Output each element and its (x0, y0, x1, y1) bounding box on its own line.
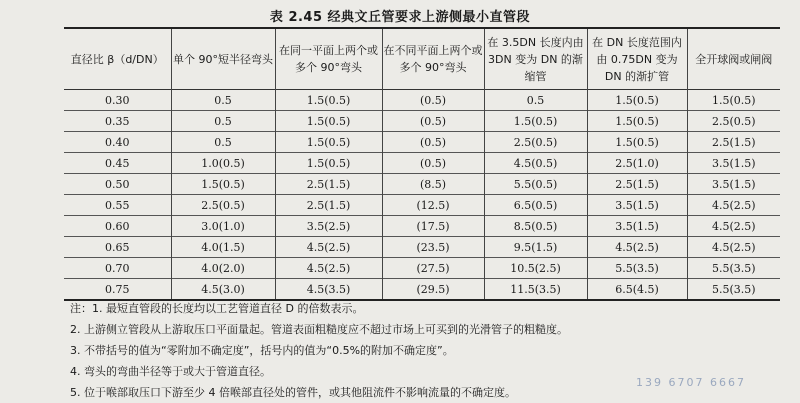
table-cell: 5.5(0.5) (484, 174, 587, 195)
table-cell: 11.5(3.5) (484, 279, 587, 301)
table-cell: 1.5(0.5) (275, 111, 382, 132)
table-cell: 3.5(1.5) (687, 174, 780, 195)
straight-pipe-table (64, 27, 780, 301)
table-body (64, 90, 780, 301)
table-cell: 4.5(0.5) (484, 153, 587, 174)
table-cell: 5.5(3.5) (587, 258, 687, 279)
table-row (64, 195, 780, 216)
table-cell: 0.5 (171, 132, 275, 153)
table-header-row (64, 28, 780, 90)
table-row (64, 132, 780, 153)
table-cell: (29.5) (382, 279, 484, 301)
header-single-elbow: 单个 90°短半径弯头 (171, 28, 275, 90)
table-row (64, 216, 780, 237)
table-cell: 2.5(0.5) (171, 195, 275, 216)
note-3: 3. 不带括号的值为“零附加不确定度”，括号内的值为“0.5%的附加不确定度”。 (70, 344, 454, 357)
table-cell: 1.5(0.5) (587, 111, 687, 132)
table-cell-beta: 0.75 (64, 279, 171, 301)
table-row (64, 237, 780, 258)
table-cell: 8.5(0.5) (484, 216, 587, 237)
table-cell: (27.5) (382, 258, 484, 279)
header-valve: 全开球阀或闸阀 (687, 28, 780, 90)
table-cell: 2.5(0.5) (484, 132, 587, 153)
table-cell: 2.5(1.0) (587, 153, 687, 174)
table-row (64, 174, 780, 195)
table-cell-beta: 0.65 (64, 237, 171, 258)
table-title: 表 2.45 经典文丘管要求上游侧最小直管段 (269, 10, 531, 25)
table-cell: (8.5) (382, 174, 484, 195)
table-cell: 4.5(3.5) (275, 279, 382, 301)
table-cell: 1.5(0.5) (275, 153, 382, 174)
table-cell: 10.5(2.5) (484, 258, 587, 279)
table-cell: 2.5(1.5) (687, 132, 780, 153)
table-cell: 4.5(2.5) (275, 237, 382, 258)
table-cell-beta: 0.35 (64, 111, 171, 132)
header-beta: 直径比 β（d/DN） (64, 28, 171, 90)
table-cell: 1.5(0.5) (687, 90, 780, 111)
header-same-plane-elbows: 在同一平面上两个或多个 90°弯头 (275, 28, 382, 90)
table-cell: 6.5(0.5) (484, 195, 587, 216)
table-row (64, 111, 780, 132)
header-reducer: 在 3.5DN 长度内由 3DN 变为 DN 的渐缩管 (484, 28, 587, 90)
table-cell-beta: 0.45 (64, 153, 171, 174)
header-diff-plane-elbows: 在不同平面上两个或多个 90°弯头 (382, 28, 484, 90)
table-cell: 5.5(3.5) (687, 279, 780, 301)
table-cell: (0.5) (382, 111, 484, 132)
table-cell: 3.0(1.0) (171, 216, 275, 237)
table-cell: 0.5 (171, 90, 275, 111)
table-cell: 4.5(2.5) (275, 258, 382, 279)
table-cell-beta: 0.55 (64, 195, 171, 216)
table-cell-beta: 0.70 (64, 258, 171, 279)
table-cell: (0.5) (382, 132, 484, 153)
table-cell: 4.0(2.0) (171, 258, 275, 279)
table-cell: 1.5(0.5) (171, 174, 275, 195)
table-cell: (23.5) (382, 237, 484, 258)
table-cell: 4.0(1.5) (171, 237, 275, 258)
note-4: 4. 弯头的弯曲半径等于或大于管道直径。 (70, 365, 271, 378)
table-cell: 2.5(1.5) (587, 174, 687, 195)
note-5: 5. 位于喉部取压口下游至少 4 倍喉部直径处的管件，或其他阻流件不影响流量的不确定度。 (70, 386, 516, 399)
table-cell-beta: 0.60 (64, 216, 171, 237)
table-row (64, 153, 780, 174)
table-cell: 1.5(0.5) (587, 132, 687, 153)
table-cell: 3.5(1.5) (587, 216, 687, 237)
table-cell: 6.5(4.5) (587, 279, 687, 301)
note-1: 注：1. 最短直管段的长度均以工艺管道直径 D 的倍数表示。 (70, 302, 364, 315)
header-expander: 在 DN 长度范围内由 0.75DN 变为 DN 的渐扩管 (587, 28, 687, 90)
table-cell: 3.5(2.5) (275, 216, 382, 237)
table-cell: (17.5) (382, 216, 484, 237)
table-cell: 4.5(2.5) (687, 237, 780, 258)
table-cell: 2.5(1.5) (275, 195, 382, 216)
table-cell: 1.5(0.5) (587, 90, 687, 111)
table-cell: 5.5(3.5) (687, 258, 780, 279)
table-cell-beta: 0.40 (64, 132, 171, 153)
phone-stamp: 139 6707 6667 (636, 376, 746, 389)
table-cell: (12.5) (382, 195, 484, 216)
table-cell: 4.5(3.0) (171, 279, 275, 301)
table-cell: 0.5 (484, 90, 587, 111)
table-cell: 1.0(0.5) (171, 153, 275, 174)
table-cell: 9.5(1.5) (484, 237, 587, 258)
table-cell: 3.5(1.5) (687, 153, 780, 174)
table-cell: 4.5(2.5) (687, 216, 780, 237)
table-cell-beta: 0.30 (64, 90, 171, 111)
table-cell: 1.5(0.5) (484, 111, 587, 132)
table-cell: (0.5) (382, 153, 484, 174)
table-cell: 1.5(0.5) (275, 132, 382, 153)
table-cell: 1.5(0.5) (275, 90, 382, 111)
table-row (64, 90, 780, 111)
note-2: 2. 上游侧立管段从上游取压口平面量起。管道表面粗糙度应不超过市场上可买到的光滑管子的粗糙度。 (70, 323, 568, 336)
table-cell: 2.5(0.5) (687, 111, 780, 132)
table-cell: (0.5) (382, 90, 484, 111)
table-cell: 4.5(2.5) (587, 237, 687, 258)
table-row (64, 258, 780, 279)
table-cell: 4.5(2.5) (687, 195, 780, 216)
table-cell: 2.5(1.5) (275, 174, 382, 195)
table-cell: 0.5 (171, 111, 275, 132)
table-cell-beta: 0.50 (64, 174, 171, 195)
table-row (64, 279, 780, 301)
table-cell: 3.5(1.5) (587, 195, 687, 216)
